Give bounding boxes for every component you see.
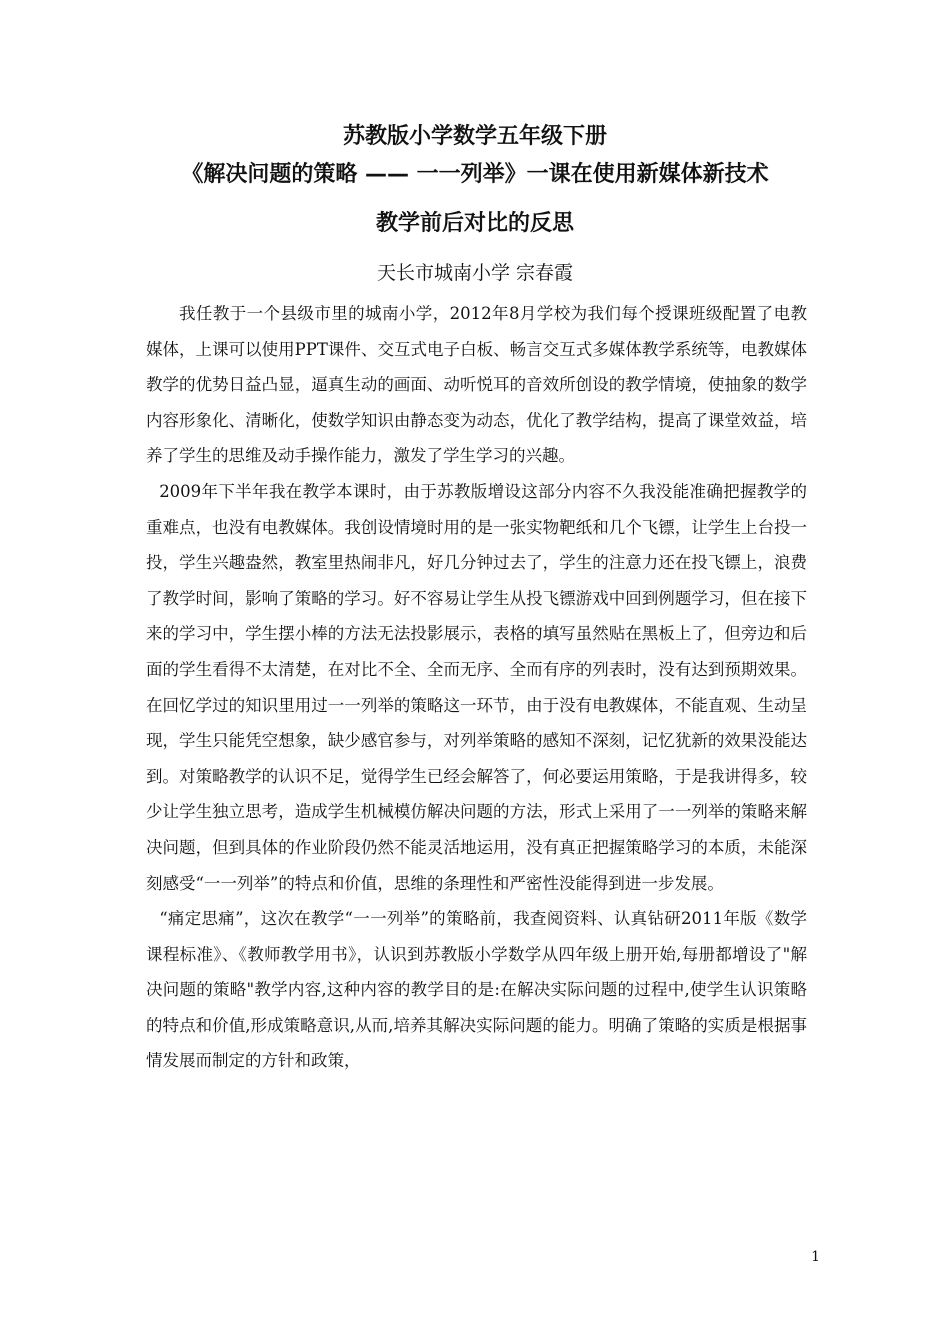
- document-title-line-1: 苏教版小学数学五年级下册: [342, 124, 607, 149]
- page-number: 1: [811, 1249, 820, 1265]
- document-title-line-2: 《解决问题的策略 —— 一一列举》一课在使用新媒体新技术: [181, 162, 769, 187]
- paragraph-2: 2009年下半年我在教学本课时，由于苏教版增设这部分内容不久我没能准确把握教学的重难点，也没有电教媒体。我创设情境时用的是一张实物靶纸和几个飞镖，让学生上台投一投，学生兴趣盎然，教室里热闹非凡，好几分钟过去了，学生的注意力还在投飞镖上，浪费了教学时间，影响了策略的学习。好不容易让学生从投飞镖游戏中回到例题学习，但在接下来的学习中，学生摆小棒的方法无法投影展示，表格的填写虽然贴在黑板上了，但旁边和后面的学生看得不太清楚，在对比不全、全而无序、全而有序的列表时，没有达到预期效果。在回忆学过的知识里用过一一列举的策略这一环节，由于没有电教媒体，不能直观、生动呈现，学生只能凭空想象，缺少感官参与，对列举策略的感知不深刻，记忆犹新的效果没能达到。对策略教学的认识不足，觉得学生已经会解答了，何必要运用策略，于是我讲得多，较少让学生独立思考，造成学生机械模仿解决问题的方法，形式上采用了一一列举的策略来解决问题，但到具体的作业阶段仍然不能灵活地运用，没有真正把握策略学习的本质，未能深刻感受“一一列举”的特点和价值，思维的条理性和严密性没能得到进一步发展。: [146, 481, 807, 893]
- author-line: 天长市城南小学 宗春霞: [376, 262, 574, 284]
- paragraph-3: “痛定思痛”，这次在教学“一一列举”的策略前，我查阅资料、认真钻研2011年版《数学课程标准》、《教师教学用书》，认识到苏教版小学数学从四年级上册开始,每册都增设了"解决问题的策略"教学内容,这种内容的教学目的是:在解决实际问题的过程中,使学生认识策略的特点和价值,形成策略意识,从而,培养其解决实际问题的能力。明确了策略的实质是根据事情发展而制定的方针和政策，: [146, 909, 807, 1071]
- document-title-line-3: 教学前后对比的反思: [375, 211, 574, 236]
- paragraph-1: 我任教于一个县级市里的城南小学，2012年8月学校为我们每个授课班级配置了电教媒体，上课可以使用PPT课件、交互式电子白板、畅言交互式多媒体教学系统等，电教媒体教学的优势日益凸显，逼真生动的画面、动听悦耳的音效所创设的教学情境，使抽象的数学内容形象化、清晰化，使数学知识由静态变为动态，优化了教学结构，提高了课堂效益，培养了学生的思维及动手操作能力，激发了学生学习的兴趣。: [146, 304, 807, 466]
- body-text: [146, 296, 807, 1079]
